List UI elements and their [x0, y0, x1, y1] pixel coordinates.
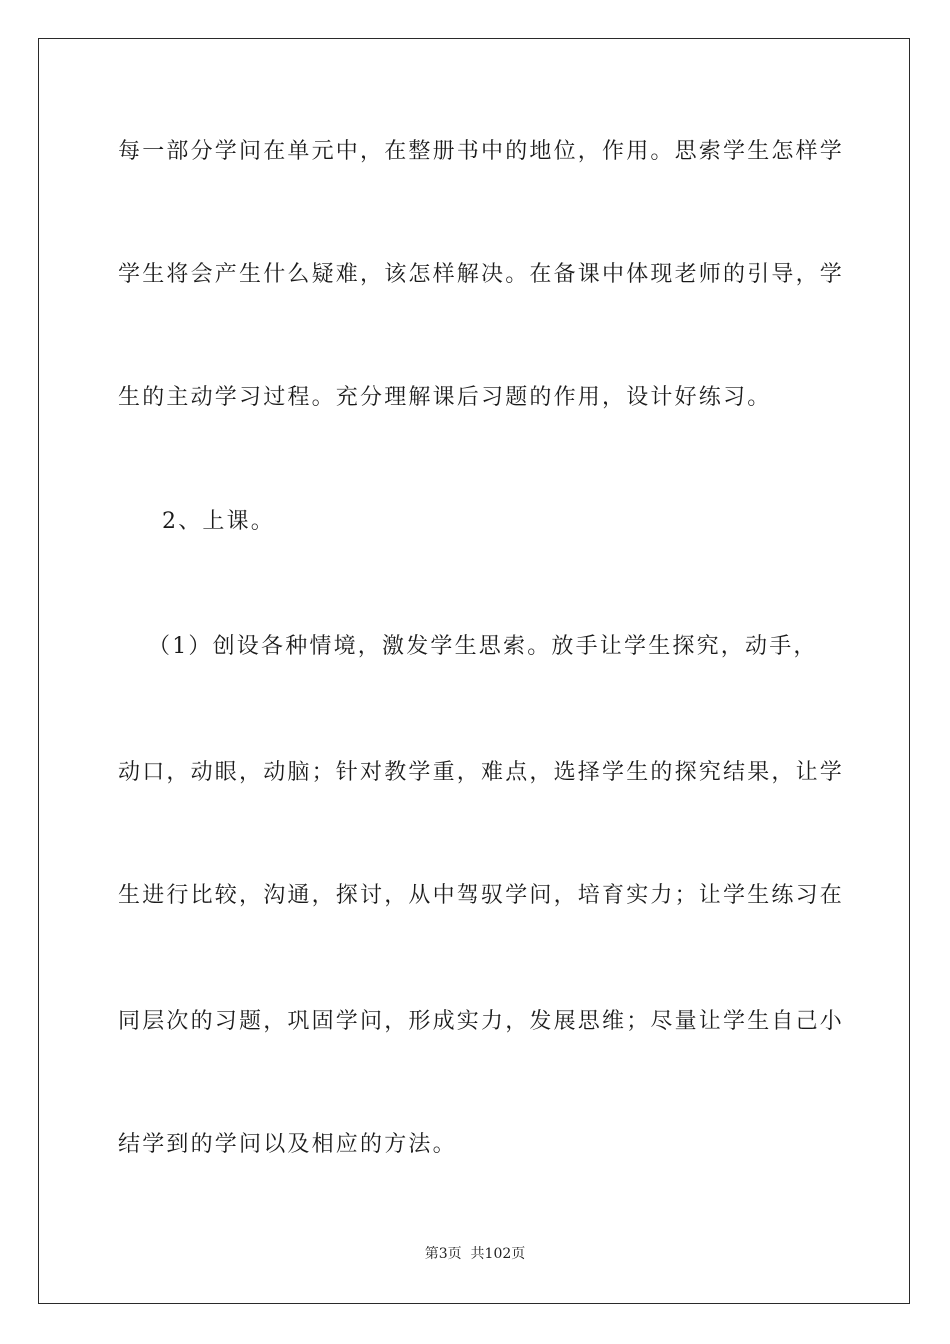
- page-border: [38, 38, 910, 1304]
- section-heading: 2、上课。: [162, 509, 275, 534]
- text-line: 生进行比较，沟通，探讨，从中驾驭学问，培育实力；让学生练习在: [118, 883, 845, 908]
- text-line: （1）创设各种情境，激发学生思索。放手让学生探究，动手，: [148, 634, 818, 659]
- text-line: 每一部分学问在单元中，在整册书中的地位，作用。思索学生怎样学: [118, 139, 845, 164]
- text-line: 结学到的学问以及相应的方法。: [118, 1132, 457, 1157]
- text-line: 学生将会产生什么疑难，该怎样解决。在备课中体现老师的引导，学: [118, 262, 845, 287]
- text-line: 生的主动学习过程。充分理解课后习题的作用，设计好练习。: [118, 385, 772, 410]
- text-line: 动口，动眼，动脑；针对教学重，难点，选择学生的探究结果，让学: [118, 760, 845, 785]
- text-line: 同层次的习题，巩固学问，形成实力，发展思维；尽量让学生自己小: [118, 1009, 845, 1034]
- page-number-footer: 第3页 共102页: [424, 1246, 526, 1262]
